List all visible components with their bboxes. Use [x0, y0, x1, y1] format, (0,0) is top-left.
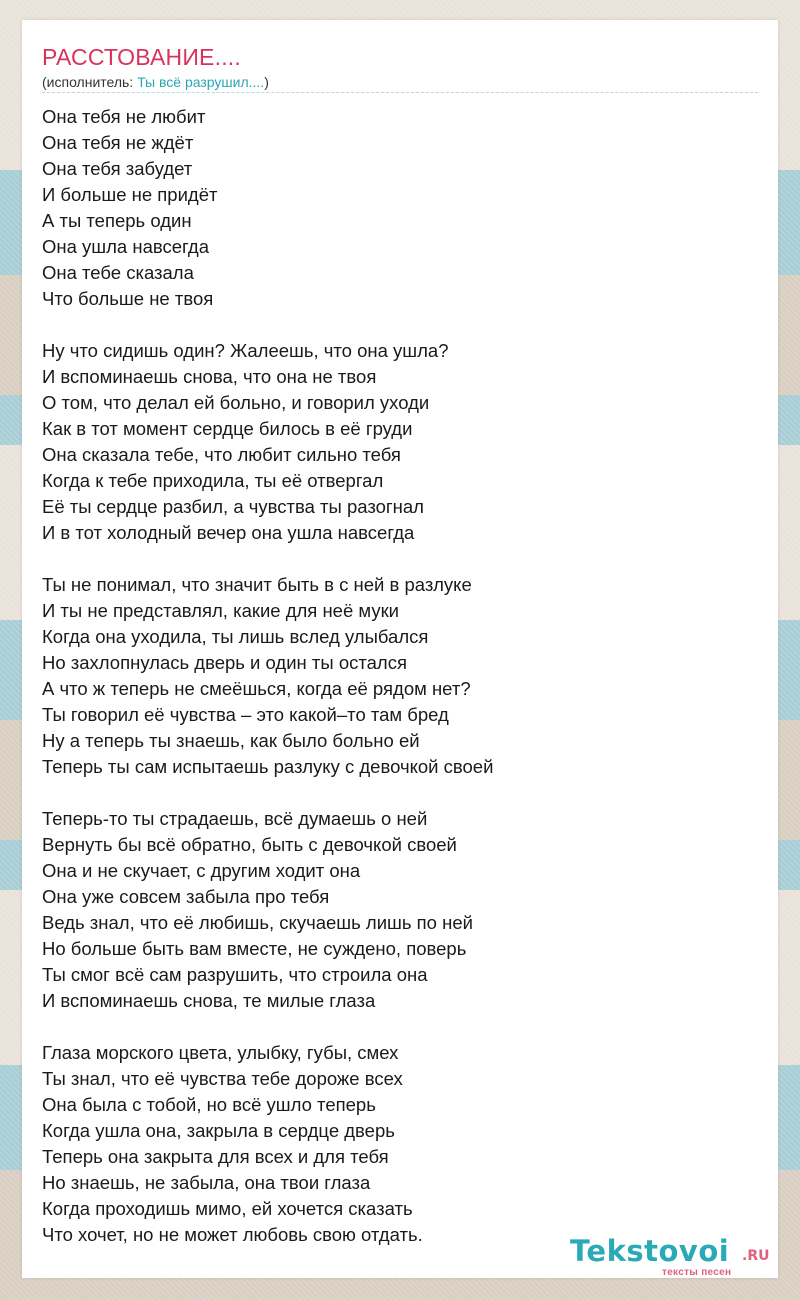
lyric-line: Как в тот момент сердце билось в её груди — [42, 418, 413, 439]
artist-link[interactable]: Ты всё разрушил.... — [137, 74, 265, 90]
lyric-line: Теперь-то ты страдаешь, всё думаешь о ней — [42, 808, 428, 829]
lyric-line: Что хочет, но не может любовь свою отдать. — [42, 1224, 423, 1245]
stanza — [42, 338, 758, 546]
lyric-line: Она тебя не ждёт — [42, 132, 194, 153]
lyric-line: Вернуть бы всё обратно, быть с девочкой своей — [42, 834, 457, 855]
lyric-line: Она тебе сказала — [42, 262, 194, 283]
lyric-line: Ведь знал, что её любишь, скучаешь лишь по ней — [42, 912, 473, 933]
lyric-line: Но больше быть вам вместе, не суждено, поверь — [42, 938, 467, 959]
lyric-line: И в тот холодный вечер она ушла навсегда — [42, 522, 415, 543]
lyric-line: Она уже совсем забыла про тебя — [42, 886, 330, 907]
artist-line — [42, 74, 269, 90]
lyric-line: Она была с тобой, но всё ушло теперь — [42, 1094, 376, 1115]
stanza — [42, 572, 758, 780]
song-title: РАССТОВАНИЕ.... — [42, 44, 241, 70]
lyric-line: Но знаешь, не забыла, она твои глаза — [42, 1172, 371, 1193]
lyric-line: Ну а теперь ты знаешь, как было больно ей — [42, 730, 420, 751]
lyric-line: Ты знал, что её чувства тебе дороже всех — [42, 1068, 403, 1089]
lyric-line: И больше не придёт — [42, 184, 218, 205]
stanza — [42, 104, 758, 312]
lyric-line: Теперь она закрыта для всех и для тебя — [42, 1146, 389, 1167]
lyric-line: А ты теперь один — [42, 210, 192, 231]
lyric-line: И ты не представлял, какие для неё муки — [42, 600, 400, 621]
lyric-line: Что больше не твоя — [42, 288, 214, 309]
lyric-line: Когда проходишь мимо, ей хочется сказать — [42, 1198, 413, 1219]
lyric-line: Ну что сидишь один? Жалеешь, что она ушла? — [42, 340, 449, 361]
lyric-line: И вспоминаешь снова, те милые глаза — [42, 990, 376, 1011]
lyric-line: Её ты сердце разбил, а чувства ты разогнал — [42, 496, 424, 517]
stanza — [42, 806, 758, 1014]
artist-prefix: (исполнитель: — [42, 74, 138, 90]
lyric-line: Она тебя не любит — [42, 106, 206, 127]
lyrics-card — [22, 20, 778, 1278]
lyric-line: О том, что делал ей больно, и говорил уходи — [42, 392, 430, 413]
lyric-line: Она и не скучает, с другим ходит она — [42, 860, 361, 881]
logo-domain: .RU — [742, 1248, 770, 1264]
logo-wordmark: Tekstovoi — [570, 1234, 730, 1268]
logo-tagline: тексты песен — [662, 1267, 732, 1278]
lyric-line: Глаза морского цвета, улыбку, губы, смех — [42, 1042, 399, 1063]
site-logo[interactable] — [570, 1234, 780, 1278]
artist-suffix: ) — [264, 74, 269, 90]
lyric-line: Она сказала тебе, что любит сильно тебя — [42, 444, 401, 465]
lyric-line: И вспоминаешь снова, что она не твоя — [42, 366, 377, 387]
lyric-line: Она ушла навсегда — [42, 236, 210, 257]
lyric-line: Ты не понимал, что значит быть в с ней в разлуке — [42, 574, 472, 595]
stanza — [42, 1040, 758, 1248]
lyric-line: Но захлопнулась дверь и один ты остался — [42, 652, 407, 673]
lyric-line: Когда ушла она, закрыла в сердце дверь — [42, 1120, 395, 1141]
lyric-line: Теперь ты сам испытаешь разлуку с девочкой своей — [42, 756, 494, 777]
lyric-line: Она тебя забудет — [42, 158, 193, 179]
lyric-line: Когда она уходила, ты лишь вслед улыбался — [42, 626, 429, 647]
lyrics-text — [42, 104, 758, 1274]
lyric-line: Ты говорил её чувства – это какой–то там бред — [42, 704, 449, 725]
title-divider — [42, 92, 758, 93]
lyric-line: Когда к тебе приходила, ты её отвергал — [42, 470, 384, 491]
lyric-line: Ты смог всё сам разрушить, что строила она — [42, 964, 428, 985]
lyric-line: А что ж теперь не смеёшься, когда её рядом нет? — [42, 678, 471, 699]
